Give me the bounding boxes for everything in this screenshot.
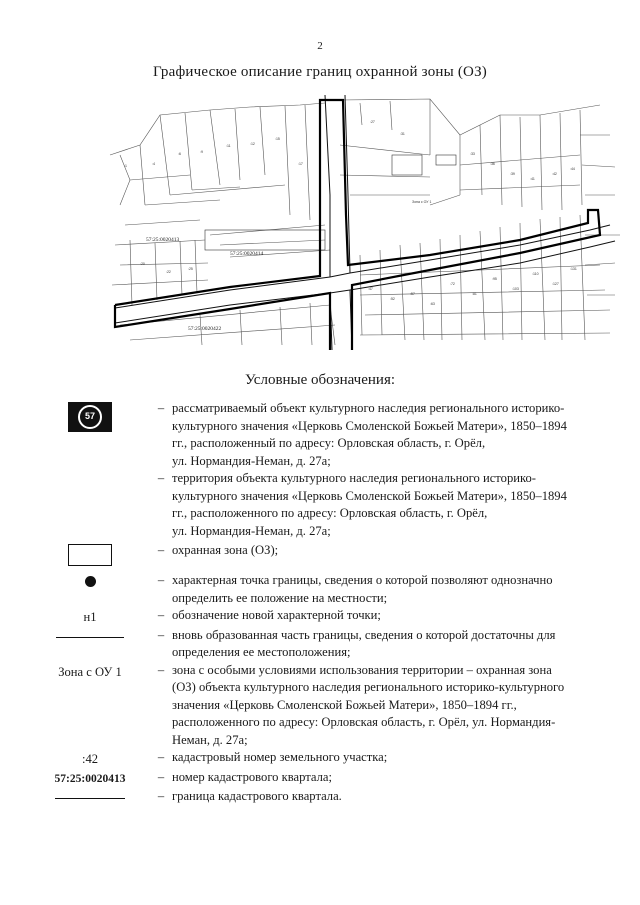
desc-line: определить ее положение на местности;: [172, 590, 388, 605]
desc-line: вновь образованная часть границы, сведения о которой достаточны для: [172, 627, 556, 642]
desc-line: гг., расположенный по адресу: Орловская область, г. Орёл,: [172, 436, 486, 450]
legend-description: [172, 788, 610, 806]
legend-description: [172, 542, 610, 560]
parcel-lines: [110, 99, 620, 345]
legend-item-special-zone: [30, 662, 610, 750]
legend-dash: –: [157, 401, 165, 415]
zone-label: Зона с ОУ 1: [412, 200, 432, 204]
parcel-label: :110: [532, 272, 539, 276]
quarter-line-icon: [55, 798, 125, 799]
legend-dash: –: [157, 608, 165, 622]
desc-line: ул. Нормандия-Неман, д. 27а;: [172, 453, 331, 468]
legend-description: [172, 572, 610, 607]
object-number: 57: [84, 411, 95, 422]
map-drawing: [100, 95, 620, 350]
desc-line: зона с особыми условиями использования территории – охранная зона: [172, 662, 552, 677]
parcel-label: :72: [450, 282, 455, 286]
desc-line: определения ее местоположения;: [172, 645, 351, 659]
legend-item-boundary-point: [30, 572, 610, 607]
page-title: Графическое описание границ охранной зоны (ОЗ): [153, 64, 487, 80]
desc-line: номер кадастрового квартала;: [172, 769, 332, 784]
legend-dash: –: [157, 750, 165, 764]
desc-line: (ОЗ) объекта культурного наследия регионального историко-культурного: [172, 680, 565, 694]
legend-item-object: [30, 400, 610, 470]
legend-item-quarter-number: [30, 769, 610, 789]
parcel-label: :131: [570, 267, 577, 271]
parcel-label: :20: [140, 262, 145, 266]
legend-description: [172, 627, 610, 662]
desc-line: Неман, д. 27а;: [172, 732, 248, 747]
desc-line: характерная точка границы, сведения о которой позволяют однозначно: [172, 573, 553, 587]
desc-line: обозначение новой характерной точки;: [172, 608, 381, 622]
legend-description: [172, 470, 610, 540]
parcel-label: :57: [410, 292, 415, 296]
parcel-label: :17: [298, 162, 303, 166]
desc-line: значения «Церковь Смоленской Божьей Матери», 1850–1894 гг.,: [172, 697, 517, 712]
parcel-label: :47: [368, 287, 373, 291]
legend-dash: –: [157, 543, 165, 557]
desc-line: расположенного по адресу: Орловская область, г. Орёл, ул. Нормандия-: [172, 715, 556, 729]
page-number: 2: [317, 40, 323, 52]
dot-icon: [85, 576, 96, 587]
parcel-label: :15: [275, 137, 280, 141]
parcel-label: :127: [552, 282, 559, 286]
legend-item-protection-zone: [30, 542, 610, 566]
parcel-label: :6: [178, 152, 181, 156]
parcel-label: :39: [510, 172, 515, 176]
parcel-label: :9: [200, 150, 203, 154]
zone-box-icon: [68, 544, 112, 566]
legend-symbol: [30, 470, 150, 472]
legend-dash: –: [157, 662, 165, 677]
legend-symbol: [30, 572, 150, 587]
legend-description: [172, 607, 610, 625]
parcel-label: :12: [250, 142, 255, 146]
legend-symbol: [30, 542, 150, 566]
parcel-label: :22: [166, 270, 171, 274]
quarter-label-3: 57:25:0020422: [188, 326, 222, 332]
legend-symbol: [30, 400, 150, 432]
desc-line: рассматриваемый объект культурного наследия регионального историко-: [172, 401, 565, 415]
legend-description: [172, 749, 610, 767]
parcel-label: :31: [400, 132, 405, 136]
heritage-object-icon: [68, 402, 112, 432]
parcel-label: :63: [430, 302, 435, 306]
parcel-label: :42: [552, 172, 557, 176]
legend-item-new-boundary: [30, 627, 610, 662]
legend-dash: –: [157, 789, 165, 803]
desc-line: территория объекта культурного наследия регионального историко-: [172, 471, 536, 485]
legend: [30, 400, 610, 806]
legend-symbol: [30, 788, 150, 799]
cadastral-map: [100, 95, 620, 350]
parcel-label: :81: [472, 292, 477, 296]
parcel-number-symbol: :42: [81, 752, 99, 766]
desc-line: гг., расположенного по адресу: Орловская область, г. Орёл,: [172, 506, 488, 520]
new-point-symbol: н1: [83, 610, 97, 624]
legend-description: [172, 769, 610, 787]
line-icon: [56, 637, 124, 638]
legend-item-territory: [30, 470, 610, 540]
legend-dash: –: [157, 573, 165, 587]
legend-item-quarter-boundary: [30, 788, 610, 806]
legend-description: [172, 400, 610, 470]
legend-item-parcel-number: [30, 749, 610, 769]
parcel-label: :33: [470, 152, 475, 156]
desc-line: граница кадастрового квартала.: [172, 789, 342, 803]
parcel-label: :4: [152, 162, 155, 166]
legend-dash: –: [157, 627, 165, 642]
parcel-label: :44: [570, 167, 575, 171]
legend-dash: –: [157, 769, 165, 784]
parcel-label: :25: [188, 267, 193, 271]
parcel-label: :11: [226, 144, 231, 148]
parcel-label: :52: [390, 297, 395, 301]
legend-description: [172, 662, 610, 750]
quarter-label-1: 57:25:0020413: [146, 237, 180, 243]
desc-line: ул. Нормандия-Неман, д. 27а;: [172, 523, 331, 538]
protection-zone-boundary: [115, 100, 600, 350]
parcel-label: :36: [490, 162, 495, 166]
desc-line: кадастровый номер земельного участка;: [172, 750, 388, 764]
legend-heading: Условные обозначения:: [244, 372, 396, 388]
special-zone-symbol: Зона с ОУ 1: [58, 664, 122, 679]
desc-line: культурного значения «Церковь Смоленской Божьей Матери», 1850–1894: [172, 418, 567, 433]
desc-line: охранная зона (ОЗ);: [172, 543, 279, 557]
quarter-number-symbol: 57:25:0020413: [54, 772, 126, 785]
parcel-label: :41: [530, 177, 535, 181]
parcel-label: :103: [512, 287, 519, 291]
parcel-label: :27: [370, 120, 375, 124]
ring-icon: [78, 405, 102, 429]
parcel-label: :95: [492, 277, 497, 281]
legend-dash: –: [157, 471, 165, 485]
parcel-label: :1: [124, 164, 127, 168]
legend-symbol: [30, 627, 150, 638]
legend-item-new-point: [30, 607, 610, 627]
quarter-label-2: 57:25:0020414: [230, 251, 264, 257]
desc-line: культурного значения «Церковь Смоленской Божьей Матери», 1850–1894: [172, 488, 567, 503]
